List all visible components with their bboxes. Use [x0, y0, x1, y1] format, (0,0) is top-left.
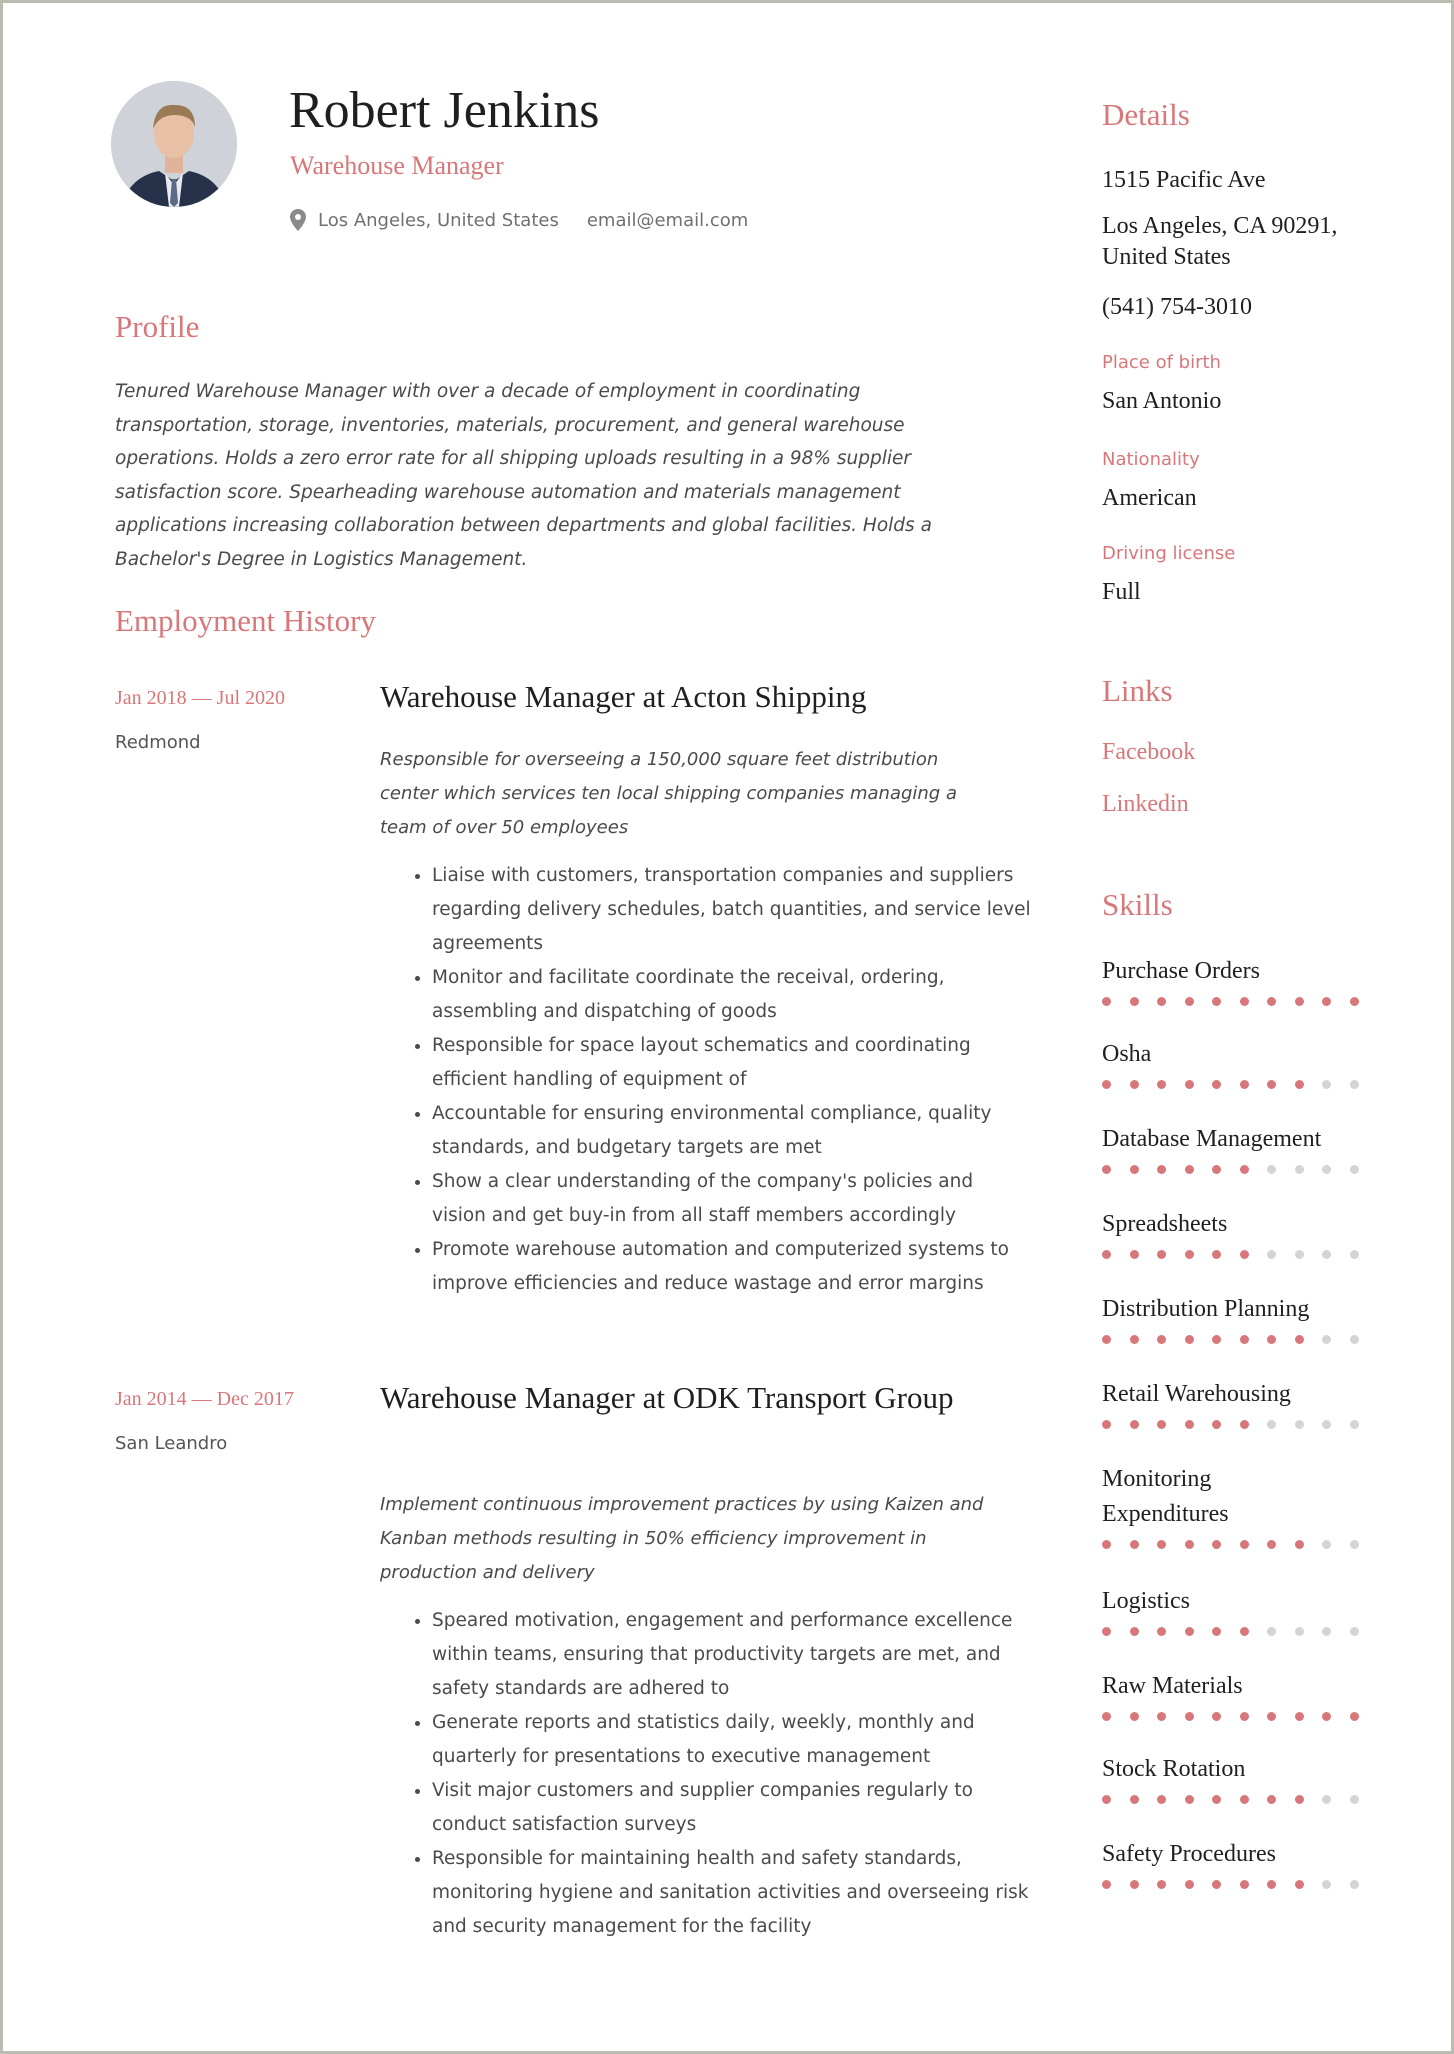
skill-name: Raw Materials — [1102, 1673, 1243, 1699]
skill-dot-filled — [1102, 1335, 1111, 1344]
skill-dot-filled — [1130, 1165, 1139, 1174]
details-heading: Details — [1102, 97, 1190, 132]
links-heading: Links — [1102, 673, 1173, 708]
profile-photo — [111, 81, 237, 207]
skill-dot-filled — [1102, 1420, 1111, 1429]
skill-item — [1102, 1292, 1402, 1344]
skill-dot-empty — [1350, 1795, 1359, 1804]
skill-dot-filled — [1212, 1627, 1221, 1636]
job-city: Redmond — [115, 732, 201, 753]
skill-level — [1102, 1080, 1402, 1089]
skill-dot-empty — [1350, 1165, 1359, 1174]
skill-dot-empty — [1322, 1627, 1331, 1636]
skill-dot-filled — [1185, 1627, 1194, 1636]
skill-dot-filled — [1295, 1335, 1304, 1344]
skill-level — [1102, 1880, 1402, 1889]
skill-dot-empty — [1322, 1165, 1331, 1174]
skill-dot-filled — [1185, 1540, 1194, 1549]
skill-dot-filled — [1212, 1795, 1221, 1804]
skill-dot-filled — [1240, 1080, 1249, 1089]
skill-dot-empty — [1267, 1627, 1276, 1636]
skill-dot-filled — [1240, 1627, 1249, 1636]
skill-item — [1102, 954, 1402, 1006]
candidate-title: Warehouse Manager — [290, 151, 504, 180]
skill-dot-filled — [1185, 997, 1194, 1006]
skill-dot-filled — [1322, 997, 1331, 1006]
skill-dot-filled — [1212, 1250, 1221, 1259]
job-title: Warehouse Manager at ODK Transport Group — [380, 1380, 954, 1415]
skill-dot-filled — [1130, 1080, 1139, 1089]
skill-item — [1102, 1837, 1402, 1889]
skill-dot-filled — [1185, 1880, 1194, 1889]
job-bullet: • Responsible for space layout schematics and coordinating efficient handling of equipment of — [432, 1029, 1032, 1097]
skill-dot-filled — [1102, 997, 1111, 1006]
job-bullet: • Accountable for ensuring environmental compliance, quality standards, and budgetary targets are met — [432, 1097, 1032, 1165]
nationality-value: American — [1102, 485, 1197, 511]
skill-level — [1102, 1335, 1402, 1344]
skill-level — [1102, 1627, 1402, 1636]
skill-dot-filled — [1267, 1080, 1276, 1089]
skill-name: Distribution Planning — [1102, 1296, 1310, 1322]
job-city: San Leandro — [115, 1433, 228, 1454]
skill-dot-filled — [1102, 1880, 1111, 1889]
skill-dot-empty — [1350, 1250, 1359, 1259]
skill-dot-filled — [1267, 1880, 1276, 1889]
skill-dot-filled — [1157, 1712, 1166, 1721]
skill-dot-filled — [1295, 1712, 1304, 1721]
skill-dot-filled — [1185, 1080, 1194, 1089]
profile-heading: Profile — [115, 309, 200, 344]
skill-dot-filled — [1267, 1335, 1276, 1344]
skill-dot-filled — [1322, 1712, 1331, 1721]
skill-level — [1102, 1540, 1402, 1549]
skill-dot-filled — [1130, 1540, 1139, 1549]
skill-dot-filled — [1350, 1712, 1359, 1721]
skill-dot-filled — [1130, 1627, 1139, 1636]
skill-dot-filled — [1240, 1795, 1249, 1804]
job-dates: Jan 2018 — Jul 2020 — [115, 687, 285, 709]
skill-dot-empty — [1267, 1250, 1276, 1259]
job-title: Warehouse Manager at Acton Shipping — [380, 679, 867, 714]
skill-dot-filled — [1212, 1712, 1221, 1721]
skill-dot-empty — [1350, 1880, 1359, 1889]
skill-dot-filled — [1130, 1880, 1139, 1889]
skill-dot-filled — [1130, 1795, 1139, 1804]
job-bullet: • Speared motivation, engagement and performance excellence within teams, ensuring that productivity targets are met, and safety standards are adhered to — [432, 1604, 1032, 1706]
skill-dot-filled — [1185, 1712, 1194, 1721]
linkedin-link[interactable]: Linkedin — [1102, 791, 1189, 817]
skill-dot-filled — [1185, 1250, 1194, 1259]
skill-dot-empty — [1322, 1080, 1331, 1089]
skill-dot-filled — [1240, 1712, 1249, 1721]
skill-dot-filled — [1212, 1420, 1221, 1429]
candidate-name: Robert Jenkins — [289, 82, 600, 139]
skill-dot-filled — [1130, 1250, 1139, 1259]
skill-dot-filled — [1185, 1165, 1194, 1174]
skill-item — [1102, 1037, 1402, 1089]
skill-dot-filled — [1102, 1540, 1111, 1549]
skill-dot-filled — [1130, 1335, 1139, 1344]
skill-dot-filled — [1102, 1627, 1111, 1636]
skill-dot-filled — [1185, 1795, 1194, 1804]
job-bullet: • Responsible for maintaining health and safety standards, monitoring hygiene and sanitation activities and overseeing risk and security management for the facility — [432, 1842, 1032, 1944]
job-bullet: • Generate reports and statistics daily, weekly, monthly and quarterly for presentations to executive management — [432, 1706, 1032, 1774]
skill-dot-filled — [1240, 1880, 1249, 1889]
skill-dot-filled — [1267, 1795, 1276, 1804]
skill-name: Database Management — [1102, 1126, 1322, 1152]
contact-line — [290, 209, 748, 231]
skill-dot-filled — [1240, 1165, 1249, 1174]
skill-item — [1102, 1377, 1402, 1429]
skill-name: Logistics — [1102, 1588, 1190, 1614]
profile-text: Tenured Warehouse Manager with over a decade of employment in coordinating transportation, storage, inventories, materials, procurement, and general warehouse operations. Holds a zero error rate for all shipping uploads resulting in a 98% supplier satisfaction score. Spearheading warehouse automation and materials management applications increasing collaboration between departments and global facilities. Holds a Bachelor's Degree in Logistics Management. — [115, 381, 932, 570]
skill-dot-empty — [1350, 1420, 1359, 1429]
skill-dot-filled — [1295, 997, 1304, 1006]
skill-dot-filled — [1212, 997, 1221, 1006]
skill-dot-filled — [1185, 1420, 1194, 1429]
skill-dot-empty — [1322, 1880, 1331, 1889]
skill-dot-filled — [1267, 1540, 1276, 1549]
skill-dot-filled — [1295, 1540, 1304, 1549]
skill-dot-filled — [1102, 1165, 1111, 1174]
skill-name: Monitoring Expenditures — [1102, 1466, 1229, 1527]
location-text: Los Angeles, United States — [318, 209, 559, 231]
skill-dot-empty — [1350, 1080, 1359, 1089]
skill-dot-filled — [1295, 1080, 1304, 1089]
skill-level — [1102, 1250, 1402, 1259]
skill-dot-filled — [1157, 1080, 1166, 1089]
skill-item — [1102, 1207, 1402, 1259]
skill-dot-filled — [1212, 1335, 1221, 1344]
location-pin-icon — [290, 209, 306, 231]
skill-dot-filled — [1157, 1250, 1166, 1259]
skill-dot-filled — [1295, 1880, 1304, 1889]
skill-dot-filled — [1130, 1420, 1139, 1429]
skill-dot-filled — [1157, 1880, 1166, 1889]
skill-name: Spreadsheets — [1102, 1211, 1228, 1237]
address-street: 1515 Pacific Ave — [1102, 167, 1266, 193]
skill-level — [1102, 1165, 1402, 1174]
skill-dot-filled — [1102, 1712, 1111, 1721]
skill-dot-filled — [1157, 1165, 1166, 1174]
skill-dot-empty — [1295, 1420, 1304, 1429]
skill-dot-empty — [1322, 1420, 1331, 1429]
place-of-birth-label: Place of birth — [1102, 352, 1221, 373]
job-summary: Responsible for overseeing a 150,000 square feet distribution center which services ten local shipping companies managing a team of over 50 employees — [380, 749, 957, 838]
skill-dot-filled — [1130, 997, 1139, 1006]
skill-dot-filled — [1350, 997, 1359, 1006]
driving-license-label: Driving license — [1102, 543, 1236, 564]
skill-dot-filled — [1157, 997, 1166, 1006]
skill-dot-filled — [1240, 1250, 1249, 1259]
job-bullet: • Liaise with customers, transportation companies and suppliers regarding delivery schedules, batch quantities, and service level agreements — [432, 859, 1032, 961]
phone-number: (541) 754-3010 — [1102, 294, 1252, 320]
job-bullet: • Visit major customers and supplier companies regularly to conduct satisfaction surveys — [432, 1774, 1032, 1842]
skill-dot-filled — [1185, 1335, 1194, 1344]
skill-dot-empty — [1350, 1627, 1359, 1636]
skill-dot-filled — [1157, 1540, 1166, 1549]
skill-dot-filled — [1267, 1712, 1276, 1721]
skill-item — [1102, 1752, 1402, 1804]
place-of-birth-value: San Antonio — [1102, 388, 1222, 414]
skill-dot-empty — [1322, 1540, 1331, 1549]
skill-dot-empty — [1267, 1165, 1276, 1174]
skill-dot-filled — [1102, 1080, 1111, 1089]
skill-item — [1102, 1462, 1402, 1549]
skill-dot-filled — [1157, 1627, 1166, 1636]
skill-dot-filled — [1240, 1540, 1249, 1549]
driving-license-value: Full — [1102, 579, 1141, 605]
skill-name: Retail Warehousing — [1102, 1381, 1291, 1407]
skill-item — [1102, 1122, 1402, 1174]
skill-dot-filled — [1157, 1420, 1166, 1429]
skill-name: Safety Procedures — [1102, 1841, 1276, 1867]
skill-dot-filled — [1212, 1165, 1221, 1174]
address-city: Los Angeles, CA 90291, United States — [1102, 213, 1338, 270]
skill-dot-empty — [1267, 1420, 1276, 1429]
skill-name: Purchase Orders — [1102, 958, 1260, 984]
facebook-link[interactable]: Facebook — [1102, 739, 1196, 765]
skill-dot-filled — [1212, 1080, 1221, 1089]
skill-dot-filled — [1240, 1335, 1249, 1344]
skills-heading: Skills — [1102, 887, 1173, 922]
skill-dot-empty — [1322, 1250, 1331, 1259]
job-dates: Jan 2014 — Dec 2017 — [115, 1388, 294, 1410]
skill-dot-filled — [1102, 1250, 1111, 1259]
skill-dot-filled — [1130, 1712, 1139, 1721]
skill-dot-empty — [1295, 1250, 1304, 1259]
skill-item — [1102, 1584, 1402, 1636]
job-bullets — [380, 1604, 1032, 1944]
skill-dot-filled — [1267, 997, 1276, 1006]
skill-dot-filled — [1157, 1795, 1166, 1804]
skill-dot-empty — [1350, 1540, 1359, 1549]
skill-dot-filled — [1295, 1795, 1304, 1804]
skill-dot-filled — [1157, 1335, 1166, 1344]
skill-dot-empty — [1322, 1335, 1331, 1344]
employment-heading: Employment History — [115, 603, 376, 638]
skill-dot-filled — [1240, 1420, 1249, 1429]
job-bullet: • Promote warehouse automation and computerized systems to improve efficiencies and reduce wastage and error margins — [432, 1233, 1032, 1301]
avatar — [111, 81, 237, 207]
email-link[interactable]: email@email.com — [586, 209, 749, 231]
skill-level — [1102, 997, 1402, 1006]
skill-name: Osha — [1102, 1041, 1152, 1067]
skill-dot-empty — [1295, 1627, 1304, 1636]
job-bullet: • Show a clear understanding of the company's policies and vision and get buy-in from all staff members accordingly — [432, 1165, 1032, 1233]
skill-dot-filled — [1212, 1540, 1221, 1549]
skill-dot-filled — [1102, 1795, 1111, 1804]
job-bullet: • Monitor and facilitate coordinate the receival, ordering, assembling and dispatching of goods — [432, 961, 1032, 1029]
skill-level — [1102, 1712, 1402, 1721]
skill-name: Stock Rotation — [1102, 1756, 1246, 1782]
skill-level — [1102, 1795, 1402, 1804]
skill-dot-filled — [1212, 1880, 1221, 1889]
nationality-label: Nationality — [1102, 449, 1200, 470]
job-summary: Implement continuous improvement practices by using Kaizen and Kanban methods resulting in 50% efficiency improvement in production and delivery — [380, 1494, 984, 1583]
skill-item — [1102, 1669, 1402, 1721]
skill-dot-empty — [1295, 1165, 1304, 1174]
skill-level — [1102, 1420, 1402, 1429]
resume-page — [3, 3, 1451, 2051]
skill-dot-empty — [1322, 1795, 1331, 1804]
skill-dot-filled — [1240, 997, 1249, 1006]
job-bullets — [380, 859, 1032, 1301]
skill-dot-empty — [1350, 1335, 1359, 1344]
